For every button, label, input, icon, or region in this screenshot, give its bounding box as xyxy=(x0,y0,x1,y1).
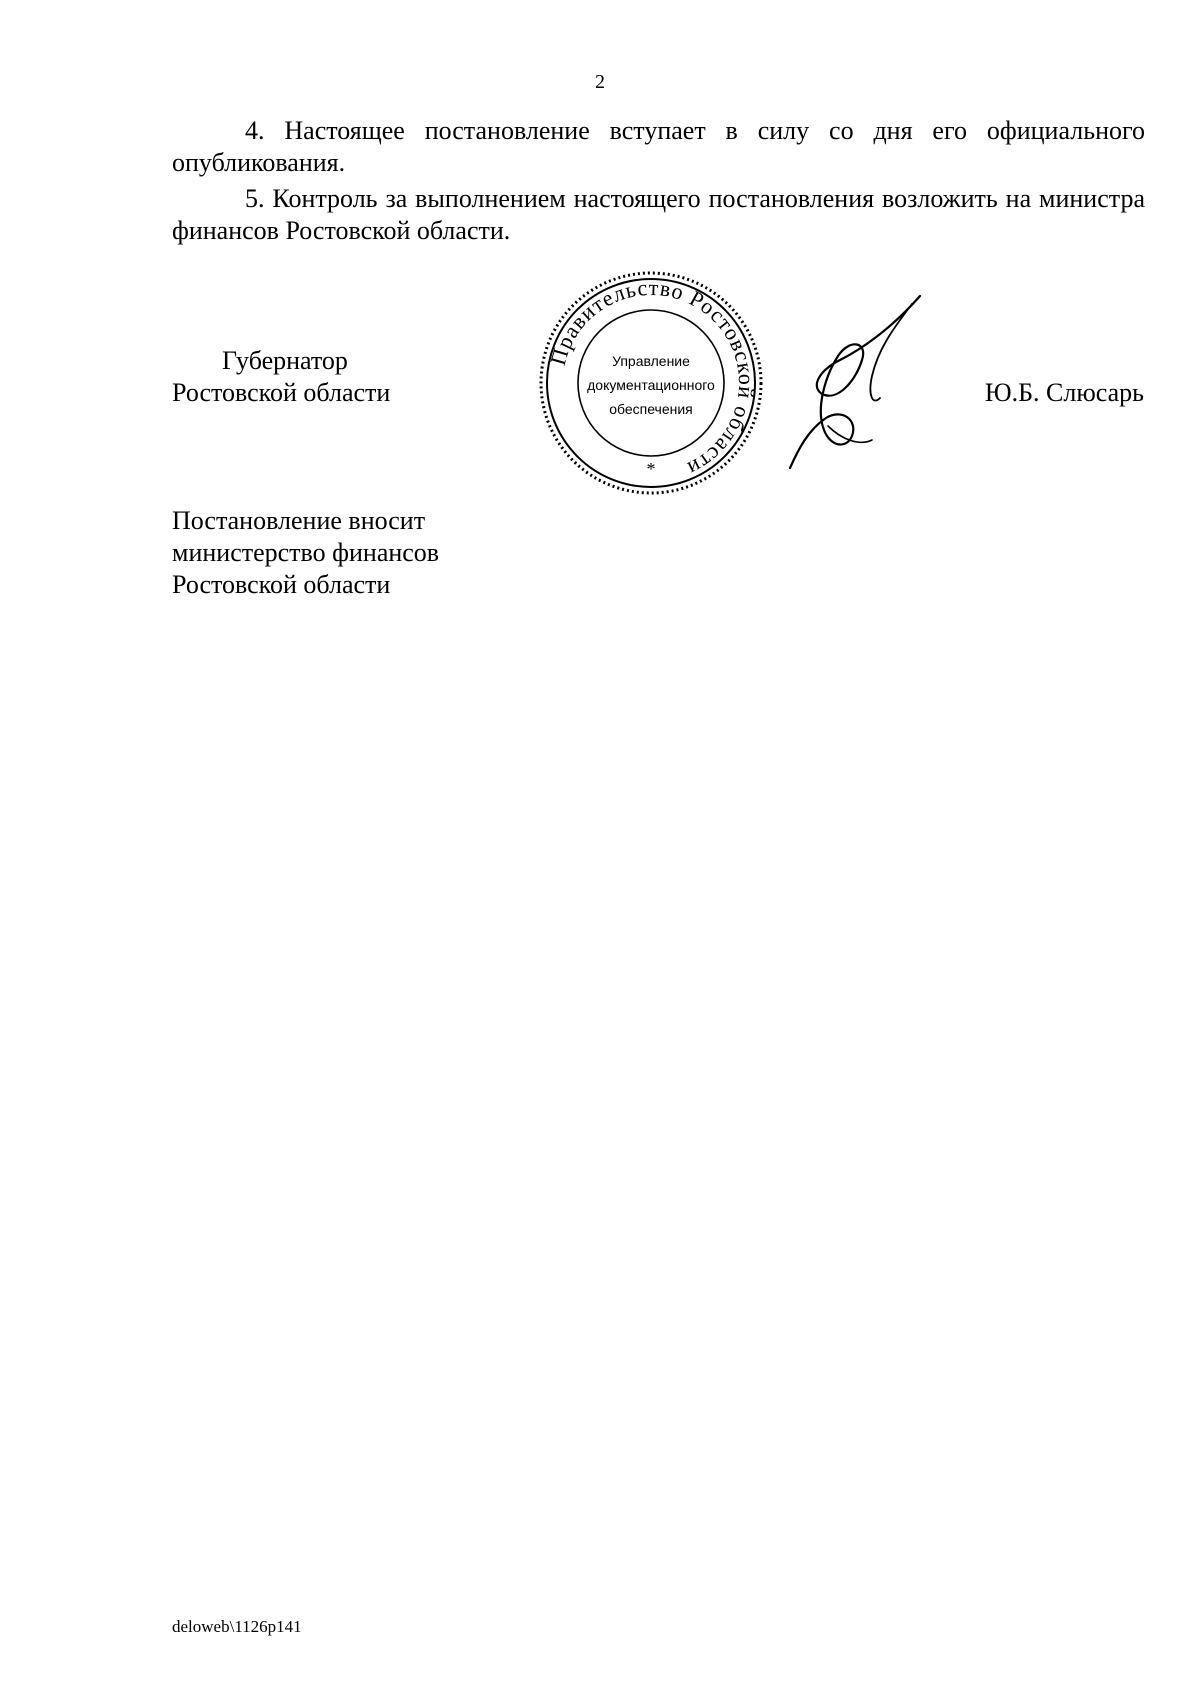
submitter-note xyxy=(172,505,439,601)
signatory-name: Ю.Б. Слюсарь xyxy=(984,378,1144,407)
signatory-title xyxy=(172,345,390,409)
seal-inner-line2: документационного xyxy=(587,377,715,393)
page-number: 2 xyxy=(595,71,605,93)
document-code: deloweb\1126p141 xyxy=(172,1617,302,1636)
signatory-title-line2: Ростовской области xyxy=(172,378,391,407)
submitter-line1: Постановление вносит xyxy=(172,506,426,535)
submitter-line3: Ростовской области xyxy=(172,570,391,599)
paragraph-5: 5. Контроль за выполнением настоящего постановления возложить на министра финансов Ростовской области. xyxy=(172,184,1145,245)
handwritten-signature xyxy=(780,290,930,480)
submitter-line2: министерство финансов xyxy=(172,538,440,567)
paragraph-4: 4. Настоящее постановление вступает в силу со дня его официального опубликования. xyxy=(172,116,1145,177)
seal-outer-text: Правительство Ростовской области xyxy=(544,274,760,483)
seal-inner-line3: обеспечения xyxy=(609,401,693,417)
official-seal xyxy=(538,270,764,496)
signatory-title-line1: Губернатор xyxy=(222,346,348,375)
seal-inner-line1: Управление xyxy=(612,353,690,369)
seal-star: * xyxy=(646,459,656,479)
